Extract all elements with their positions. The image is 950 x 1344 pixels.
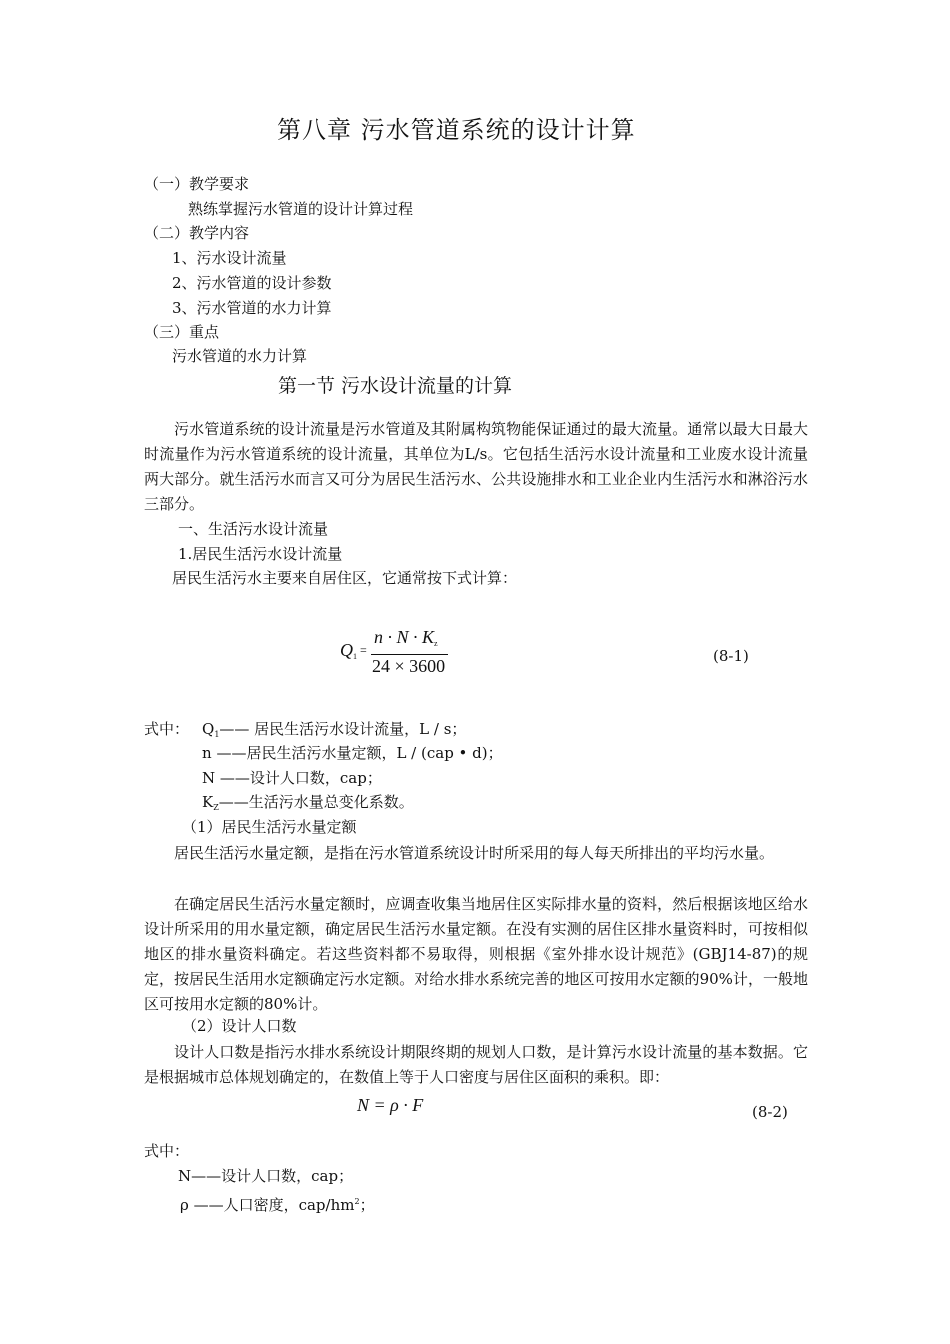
key-points-text: 污水管道的水力计算 — [172, 347, 308, 365]
teaching-content-item: 1、污水设计流量 — [172, 249, 287, 267]
intro-paragraph: 污水管道系统的设计流量是污水管道及其附属构筑物能保证通过的最大流量。通常以最大日最大时流量作为污水管道系统的设计流量，其单位为L/s。它包括生活污水设计流量和工业废水设计流量两大部分。就生活污水而言又可分为居民生活污水、公共设施排水和工业企业内生活污水和淋浴污水三部分。 — [144, 420, 808, 513]
key-points-heading: （三）重点 — [144, 323, 220, 341]
section-title: 第一节 污水设计流量的计算 — [278, 375, 513, 397]
eq2-def-rho: ρ ——人口密度，cap/$hm^2$； — [180, 1196, 375, 1214]
fraction-bar — [371, 654, 448, 655]
eq1-equals: = — [360, 643, 367, 657]
item-heading: （1）居民生活污水量定额 — [182, 818, 357, 836]
teaching-content-item: 3、污水管道的水力计算 — [172, 299, 332, 317]
eq1-def-N: N ——设计人口数，cap； — [202, 769, 382, 787]
residential-intro: 居民生活污水主要来自居住区，它通常按下式计算： — [172, 569, 518, 587]
where-label: 式中： — [144, 1142, 190, 1160]
teaching-requirements-text: 熟练掌握污水管道的设计计算过程 — [188, 200, 414, 218]
chapter-title: 第八章 污水管道系统的设计计算 — [277, 116, 636, 144]
eq1-numerator: $n \cdot N \cdot K_z$ — [374, 627, 438, 648]
eq1-lhs: $Q_1$ — [340, 640, 357, 661]
subsection-heading: 一、生活污水设计流量 — [178, 520, 329, 538]
item-heading: （2）设计人口数 — [182, 1017, 297, 1035]
teaching-content-item: 2、污水管道的设计参数 — [172, 274, 332, 292]
eq1-def-n: n ——居民生活污水量定额，L / (cap • d)； — [202, 744, 503, 762]
item-1-paragraph: 在确定居民生活污水量定额时，应调查收集当地居住区实际排水量的资料，然后根据该地区给水设计所采用的用水量定额，确定居民生活污水量定额。在没有实测的居住区排水量资料时，可按相似地区的排水量资料确定。若这些资料都不易取得，则根据《室外排水设计规范》(GBJ14-87)的规定，按居民生活用水定额确定污水定额。对给水排水系统完善的地区可按用水定额的90%计，一般地区可按用水定额的80%计。 — [144, 895, 808, 1013]
item-1-paragraph: 居民生活污水量定额，是指在污水管道系统设计时所采用的每人每天所排出的平均污水量。 — [174, 844, 775, 862]
eq1-def-kz: $K_Z——$生活污水量总变化系数。 — [202, 793, 414, 812]
eq1-def-q1: $Q_1——$ 居民生活污水设计流量，L / s； — [202, 720, 467, 739]
eq1-number: (8-1) — [713, 647, 749, 665]
teaching-requirements-heading: （一）教学要求 — [144, 175, 250, 193]
eq2-number: (8-2) — [752, 1103, 788, 1121]
teaching-content-heading: （二）教学内容 — [144, 224, 250, 242]
item-2-paragraph: 设计人口数是指污水排水系统设计期限终期的规划人口数，是计算污水设计流量的基本数据。它是根据城市总体规划确定的，在数值上等于人口密度与居住区面积的乘积。即： — [144, 1043, 808, 1086]
eq2-def-N: N——设计人口数，cap； — [178, 1167, 354, 1185]
eq1-denominator: 24 × 3600 — [372, 656, 446, 676]
subsection-heading: 1.居民生活污水设计流量 — [178, 545, 343, 563]
where-label: 式中： — [144, 720, 190, 738]
eq2-formula: N = ρ · F — [357, 1095, 424, 1115]
